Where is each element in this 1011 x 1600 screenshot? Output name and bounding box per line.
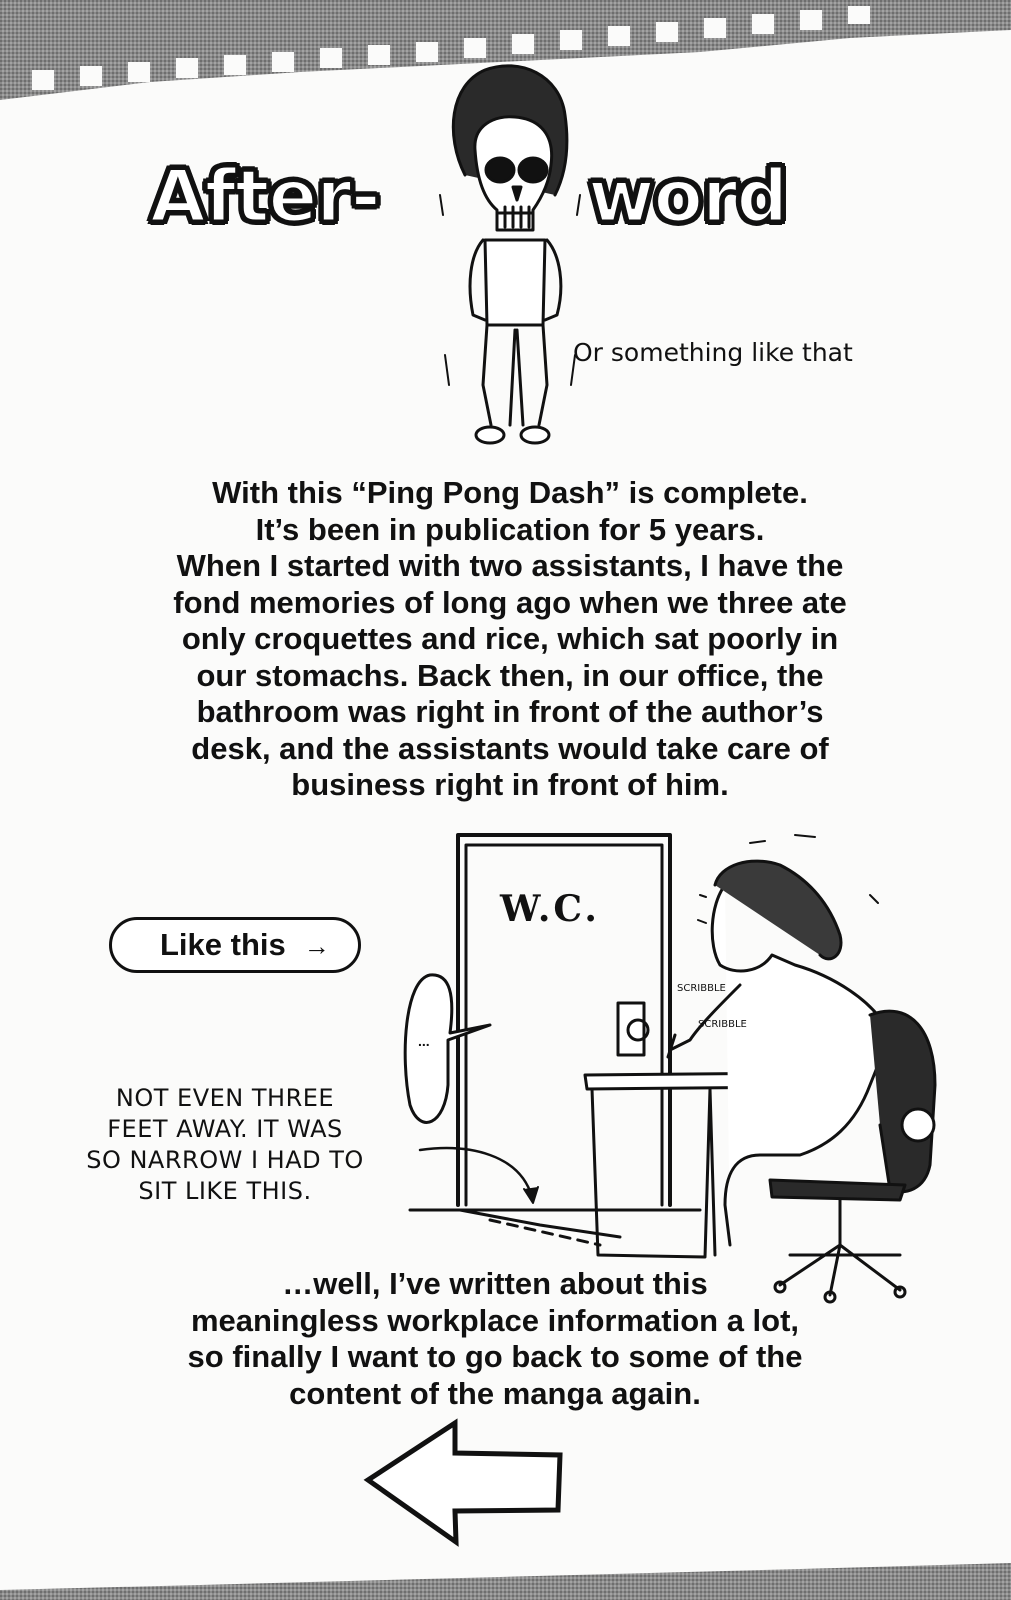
closing-paragraph [95,1266,895,1412]
body-line: With this “Ping Pong Dash” is complete. [212,475,808,510]
closing-line: …well, I’ve written about this [282,1266,708,1301]
caption-line: SO NARROW I HAD TO [86,1146,364,1174]
like-this-label: Like this [160,927,286,962]
subtitle: Or something like that [573,338,853,367]
office-illustration [400,825,960,1305]
closing-line: content of the manga again. [289,1375,701,1411]
closing-line: meaningless workplace information a lot, [190,1302,800,1338]
caption-line: FEET AWAY. IT WAS [107,1115,343,1143]
body-line: only croquettes and rice, which sat poorly in [181,621,839,656]
door-sign: W.C. [500,888,600,930]
caption-line: SIT LIKE THIS. [138,1177,312,1205]
body-line: business right in front of him. [291,767,729,802]
scribble-sfx-2: SCRIBBLE [698,1019,747,1030]
title-right-word: word [588,154,788,238]
body-line: our stomachs. Back then, in our office, the [196,657,824,693]
body-line: desk, and the assistants would take care of [191,730,829,766]
skull-character-illustration [425,55,595,455]
body-line: When I started with two assistants, I have the [176,548,844,583]
body-line: bathroom was right in front of the author’s [196,694,824,729]
speech-bubble-ellipsis: ... [418,1033,430,1049]
left-arrow-icon [360,1415,575,1550]
title-left-word: After- [150,154,380,238]
like-this-callout [109,917,361,973]
film-strip-border-bottom [0,1555,1011,1600]
scribble-sfx-1: SCRIBBLE [677,983,726,994]
body-line: It’s been in publication for 5 years. [255,511,765,547]
caption [70,1083,380,1207]
right-arrow-icon: → [303,931,330,961]
closing-line: so finally I want to go back to some of the [187,1339,803,1374]
caption-line: NOT EVEN THREE [115,1084,335,1112]
body-paragraph [110,475,910,804]
body-line: fond memories of long ago when we three ate [173,584,847,620]
